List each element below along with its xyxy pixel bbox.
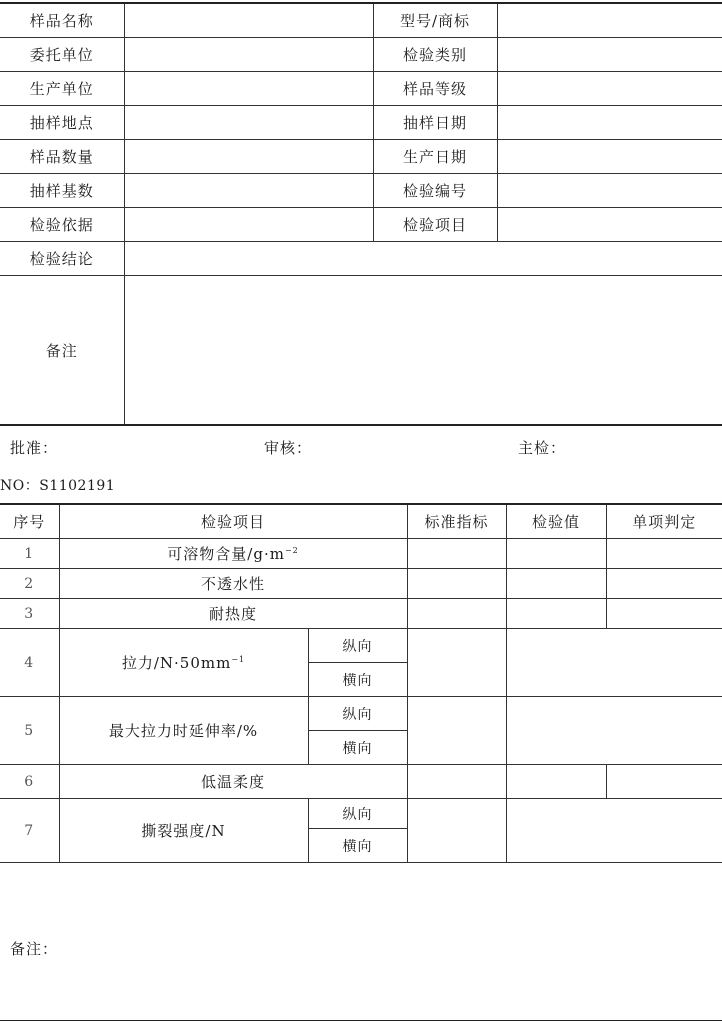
row-item: 耐热度 [59,599,407,629]
header-item: 检验项目 [59,504,407,539]
table-row [0,765,722,799]
cell-value[interactable] [506,765,606,799]
table-row [0,3,722,38]
row-no: 1 [0,539,59,569]
table-row [0,276,722,426]
value-sampling-place[interactable] [124,106,373,140]
cell-value[interactable] [506,539,606,569]
row-no: 6 [0,765,59,799]
sample-info-table [0,2,722,426]
cell-judgement[interactable] [606,539,722,569]
label-items: 检验项目 [373,208,497,242]
label-sample-name: 样品名称 [0,3,124,38]
label-inspection-no: 检验编号 [373,174,497,208]
value-remarks[interactable] [124,276,722,426]
value-sample-name[interactable] [124,3,373,38]
report-number: NO：S1102191 [0,478,116,494]
row-no: 4 [0,629,59,697]
table-row [0,106,722,140]
cell-standard[interactable] [407,765,506,799]
value-sampling-date[interactable] [497,106,722,140]
row-item: 最大拉力时延伸率/% [59,697,308,765]
label-production-date: 生产日期 [373,140,497,174]
cell-standard[interactable] [407,629,506,697]
table-row [0,242,722,276]
table-row [0,799,722,829]
label-sample-grade: 样品等级 [373,72,497,106]
row-item: 撕裂强度/N [59,799,308,863]
table-row [0,208,722,242]
label-remarks: 备注 [0,276,124,426]
label-client: 委托单位 [0,38,124,72]
header-value: 检验值 [506,504,606,539]
direction-transverse: 横向 [308,731,407,765]
table-row [0,697,722,731]
row-item: 可溶物含量$/g\cdot m^{-2}$ [59,539,407,569]
table-row [0,174,722,208]
bottom-rule [0,1020,722,1021]
inspector-label: 主检： [518,439,567,457]
table-row [0,539,722,569]
value-client[interactable] [124,38,373,72]
value-items[interactable] [497,208,722,242]
header-no: 序号 [0,504,59,539]
label-manufacturer: 生产单位 [0,72,124,106]
cell-judgement[interactable] [606,599,722,629]
label-sampling-place: 抽样地点 [0,106,124,140]
value-sample-qty[interactable] [124,140,373,174]
direction-transverse: 横向 [308,663,407,697]
label-sampling-date: 抽样日期 [373,106,497,140]
cell-standard[interactable] [407,697,506,765]
value-basis[interactable] [124,208,373,242]
direction-longitudinal: 纵向 [308,799,407,829]
row-item: 拉力$/N\cdot 50mm^{-1}$ [59,629,308,697]
cell-value[interactable] [506,697,722,765]
value-conclusion[interactable] [124,242,722,276]
table-row [0,599,722,629]
table-row [0,629,722,663]
row-no: 7 [0,799,59,863]
row-item: 低温柔度 [59,765,407,799]
value-production-date[interactable] [497,140,722,174]
header-judgement: 单项判定 [606,504,722,539]
label-model-brand: 型号/商标 [373,3,497,38]
cell-standard[interactable] [407,599,506,629]
label-sampling-base: 抽样基数 [0,174,124,208]
value-sample-grade[interactable] [497,72,722,106]
cell-standard[interactable] [407,539,506,569]
label-conclusion: 检验结论 [0,242,124,276]
header-standard: 标准指标 [407,504,506,539]
signature-line [0,437,722,459]
table-header-row [0,504,722,539]
value-model-brand[interactable] [497,3,722,38]
label-inspection-type: 检验类别 [373,38,497,72]
value-manufacturer[interactable] [124,72,373,106]
direction-longitudinal: 纵向 [308,697,407,731]
value-inspection-type[interactable] [497,38,722,72]
row-no: 5 [0,697,59,765]
cell-judgement[interactable] [606,569,722,599]
approve-label: 批准： [10,439,59,457]
row-item: 不透水性 [59,569,407,599]
direction-transverse: 横向 [308,829,407,863]
value-sampling-base[interactable] [124,174,373,208]
table-row [0,38,722,72]
cell-standard[interactable] [407,569,506,599]
table-row [0,569,722,599]
row-no: 3 [0,599,59,629]
label-basis: 检验依据 [0,208,124,242]
table-row [0,140,722,174]
results-table [0,503,722,863]
cell-value[interactable] [506,629,722,697]
table-row [0,72,722,106]
cell-standard[interactable] [407,799,506,863]
value-inspection-no[interactable] [497,174,722,208]
cell-value[interactable] [506,799,722,863]
direction-longitudinal: 纵向 [308,629,407,663]
cell-value[interactable] [506,569,606,599]
review-label: 审核： [264,439,313,457]
cell-judgement[interactable] [606,765,722,799]
cell-value[interactable] [506,599,606,629]
footer-remarks-label: 备注： [10,940,59,958]
label-sample-qty: 样品数量 [0,140,124,174]
row-no: 2 [0,569,59,599]
